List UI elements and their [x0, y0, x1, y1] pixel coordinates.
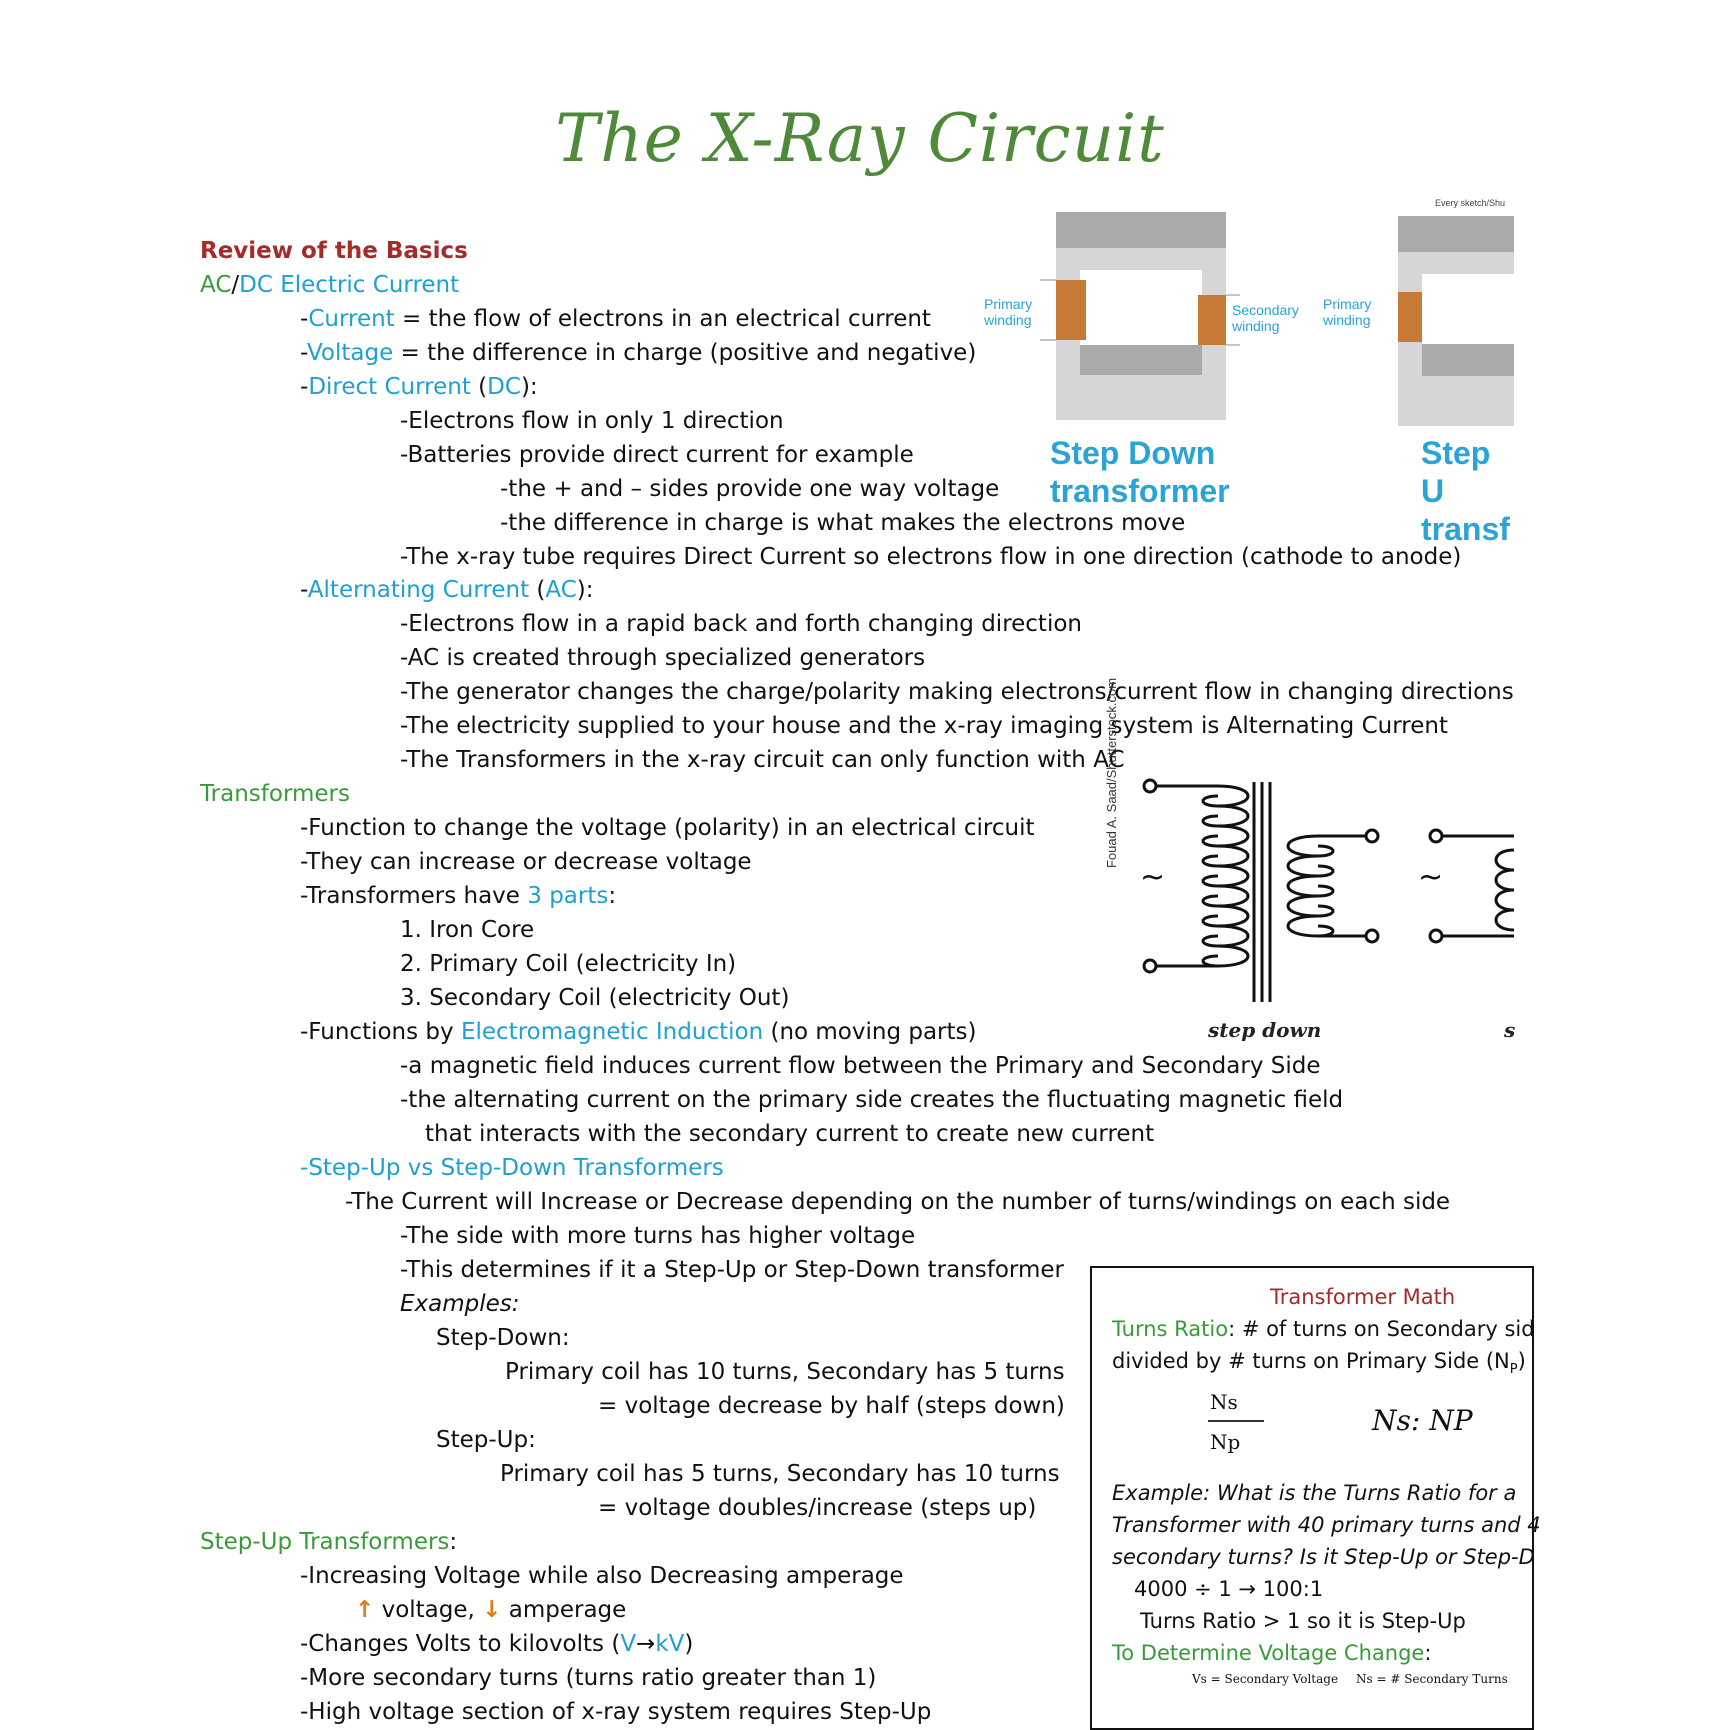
label-line: winding: [1323, 312, 1371, 328]
dc-tube-point: -The x-ray tube requires Direct Current so electrons flow in one direction (cathode to anode): [400, 544, 1462, 570]
turns-ratio-text-2: divided by # turns on Primary Side (N: [1112, 1349, 1510, 1373]
kv-unit: kV: [655, 1631, 685, 1657]
step-down-schematic-caption: step down: [1208, 1018, 1322, 1042]
ratio-expression: Ns: NP: [1372, 1404, 1473, 1437]
voltage-amperage-line: [355, 1595, 626, 1625]
stepup-point: -Increasing Voltage while also Decreasing amperage: [300, 1563, 904, 1589]
fraction-bar: [1208, 1420, 1264, 1422]
ac-point: -AC is created through specialized generators: [400, 645, 926, 671]
example-line: secondary turns? Is it Step-Up or Step-D: [1112, 1545, 1535, 1569]
legend-vs: Vs = Secondary Voltage: [1192, 1672, 1339, 1686]
kv-post: ): [684, 1631, 694, 1657]
induction-point: that interacts with the secondary current to create new current: [425, 1121, 1155, 1147]
ac-heading: [300, 575, 594, 605]
fraction-denominator: Np: [1210, 1430, 1241, 1454]
current-term: Current: [308, 306, 395, 332]
paren-colon: ):: [576, 577, 594, 603]
example-line: Example: What is the Turns Ratio for a: [1112, 1481, 1517, 1505]
dc-point: -Electrons flow in only 1 direction: [400, 408, 784, 434]
ac-source-icon-2: ~: [1418, 860, 1444, 895]
current-definition: [300, 304, 931, 334]
voltage-word: voltage,: [374, 1597, 483, 1623]
turns-ratio-line: [1112, 1314, 1535, 1344]
transformer-schematic: [1104, 677, 1516, 1050]
current-text: = the flow of electrons in an electrical current: [394, 306, 931, 332]
ac-point: -The electricity supplied to your house and the x-ray imaging system is Alternating Current: [400, 713, 1448, 739]
parts-term: 3 parts: [527, 883, 609, 909]
examples-label: Examples:: [400, 1291, 520, 1317]
stepupdown-heading: [300, 1153, 724, 1183]
primary-winding-label: [984, 296, 1032, 328]
voltage-definition: [300, 338, 976, 368]
primary-coil-2: [1398, 292, 1422, 342]
schematic-credit: Fouad A. Saad/Shutterstock.com: [1104, 677, 1119, 868]
hv-line: -High voltage section of x-ray system requires Step-Up: [300, 1699, 932, 1725]
stepupdown-term: Step-Up vs Step-Down Transformers: [308, 1155, 724, 1181]
stepupdown-point: -The side with more turns has higher voltage: [400, 1223, 916, 1249]
ac-source-icon: ~: [1140, 860, 1166, 895]
core-bottom-bar-2: [1422, 344, 1514, 376]
parts-post: :: [608, 883, 617, 909]
dc-point: -Batteries provide direct current for example: [400, 442, 914, 468]
secondary-winding-label: [1232, 302, 1299, 334]
part-item: 3. Secondary Coil (electricity Out): [400, 985, 790, 1011]
primary-coil: [1056, 280, 1086, 340]
dc-abbr: DC: [487, 374, 521, 400]
turns-ratio-text: : # of turns on Secondary sid: [1228, 1317, 1535, 1341]
legend-ns: Ns = # Secondary Turns: [1356, 1672, 1508, 1686]
paren-colon: ):: [520, 374, 538, 400]
ac-point: -The generator changes the charge/polarity making electrons/current flow in changing directions: [400, 679, 1514, 705]
caption-line: transformer: [1050, 473, 1230, 509]
parts-line: [300, 881, 616, 911]
stepup-line: = voltage doubles/increase (steps up): [598, 1495, 1037, 1521]
turns-ratio-term: Turns Ratio: [1112, 1317, 1229, 1341]
image-credit: Every sketch/Shu: [1435, 198, 1506, 208]
caption-line: Step Down: [1050, 435, 1216, 471]
dash: -: [300, 340, 307, 366]
label-line: winding: [984, 312, 1032, 328]
voltage-term: Voltage: [306, 340, 394, 366]
math-box-title: Transformer Math: [1270, 1285, 1456, 1309]
label-line: Secondary: [1232, 302, 1299, 318]
label-line: winding: [1232, 318, 1280, 334]
label-line: Primary: [1323, 296, 1372, 312]
ac-term: Alternating Current: [307, 577, 530, 603]
step-up-schematic-caption: s: [1504, 1018, 1516, 1042]
part-item: 1. Iron Core: [400, 917, 535, 943]
stepdown-line: = voltage decrease by half (steps down): [598, 1393, 1065, 1419]
induction-post: (no moving parts): [763, 1019, 977, 1045]
arrow-up-icon: ↑: [355, 1597, 375, 1623]
ac-point: -The Transformers in the x-ray circuit can only function with AC: [400, 747, 1125, 773]
turns-ratio-line-2: [1112, 1346, 1526, 1385]
caption-line: Step U: [1421, 435, 1491, 509]
calc-line: 4000 ÷ 1 → 100:1: [1134, 1577, 1324, 1601]
induction-point: -the alternating current on the primary side creates the fluctuating magnetic field: [400, 1087, 1344, 1113]
kv-pre: -Changes Volts to kilovolts (: [300, 1631, 621, 1657]
paren: (: [529, 577, 546, 603]
ac-point: -Electrons flow in a rapid back and forth changing direction: [400, 611, 1082, 637]
dc-subpoint: -the difference in charge is what makes the electrons move: [500, 510, 1186, 536]
paren: ): [1517, 1349, 1526, 1373]
parts-pre: -Transformers have: [300, 883, 528, 909]
arrow-down-icon: ↓: [482, 1597, 502, 1623]
transformer-figure-top: [980, 198, 1514, 547]
stepdown-line: Primary coil has 10 turns, Secondary has 5 turns: [505, 1359, 1065, 1385]
transformer-point: -They can increase or decrease voltage: [300, 849, 752, 875]
step-up-caption: [1421, 434, 1514, 548]
dash: -: [300, 374, 309, 400]
dash: -: [300, 306, 309, 332]
coil-schematic: [1118, 770, 1514, 1050]
voltage-change-heading: [1112, 1638, 1431, 1668]
slash: /: [231, 272, 240, 298]
paren: (: [470, 374, 488, 400]
transformer-point: -Function to change the voltage (polarity) in an electrical circuit: [300, 815, 1035, 841]
core-bottom-bar: [1080, 345, 1202, 375]
stepup-heading-term: Step-Up Transformers: [200, 1529, 450, 1555]
induction-term: Electromagnetic Induction: [460, 1019, 764, 1045]
part-item: 2. Primary Coil (electricity In): [400, 951, 737, 977]
primary-winding-label-2: [1323, 296, 1371, 328]
fraction-numerator: Ns: [1210, 1390, 1238, 1414]
ac-label: AC: [200, 272, 232, 298]
page-title: The X-Ray Circuit: [555, 100, 1165, 177]
stepup-heading: [200, 1527, 457, 1557]
core-window: [1080, 270, 1202, 345]
amperage-word: amperage: [501, 1597, 627, 1623]
step-down-caption: [1050, 434, 1230, 510]
label-line: Primary: [984, 296, 1033, 312]
core-top: [1056, 212, 1226, 248]
review-heading: Review of the Basics: [200, 238, 468, 264]
transformers-heading: Transformers: [200, 781, 350, 807]
caption-line: transf: [1421, 511, 1510, 547]
induction-pre: -Functions by: [300, 1019, 461, 1045]
voltage-text: = the difference in charge (positive and negative): [393, 340, 977, 366]
core-top-2: [1398, 216, 1514, 252]
colon: :: [1424, 1641, 1432, 1665]
more-turns-line: -More secondary turns (turns ratio greater than 1): [300, 1665, 877, 1691]
induction-point: -a magnetic field induces current flow between the Primary and Secondary Side: [400, 1053, 1321, 1079]
dash: -: [300, 577, 308, 603]
dc-subpoint: -the + and – sides provide one way voltage: [500, 476, 1000, 502]
induction-line: [300, 1017, 977, 1047]
ac-abbr: AC: [545, 577, 577, 603]
dc-term: Direct Current: [308, 374, 471, 400]
core-window-2: [1422, 274, 1514, 344]
example-line: Transformer with 40 primary turns and 4: [1112, 1513, 1541, 1537]
stepupdown-main: -The Current will Increase or Decrease depending on the number of turns/windings on each side: [345, 1189, 1451, 1215]
arrow-right-icon: →: [636, 1631, 656, 1657]
result-line: Turns Ratio > 1 so it is Step-Up: [1140, 1609, 1466, 1633]
stepup-line: Primary coil has 5 turns, Secondary has 10 turns: [500, 1461, 1060, 1487]
dash: -: [300, 1155, 309, 1181]
colon: :: [449, 1529, 458, 1555]
subscript: P: [1509, 1362, 1518, 1378]
secondary-coil: [1198, 295, 1226, 345]
stepupdown-point: -This determines if it a Step-Up or Step-Down transformer: [400, 1257, 1064, 1283]
voltage-change-term: To Determine Voltage Change: [1112, 1641, 1425, 1665]
kv-line: [300, 1629, 693, 1659]
stepup-label: Step-Up:: [436, 1427, 536, 1453]
dc-label: DC Electric Current: [239, 272, 460, 298]
transformer-math-box: [1090, 1266, 1541, 1730]
acdc-heading: [200, 270, 459, 300]
dc-heading: [300, 372, 538, 402]
v-unit: V: [620, 1631, 637, 1657]
stepdown-label: Step-Down:: [436, 1325, 570, 1351]
